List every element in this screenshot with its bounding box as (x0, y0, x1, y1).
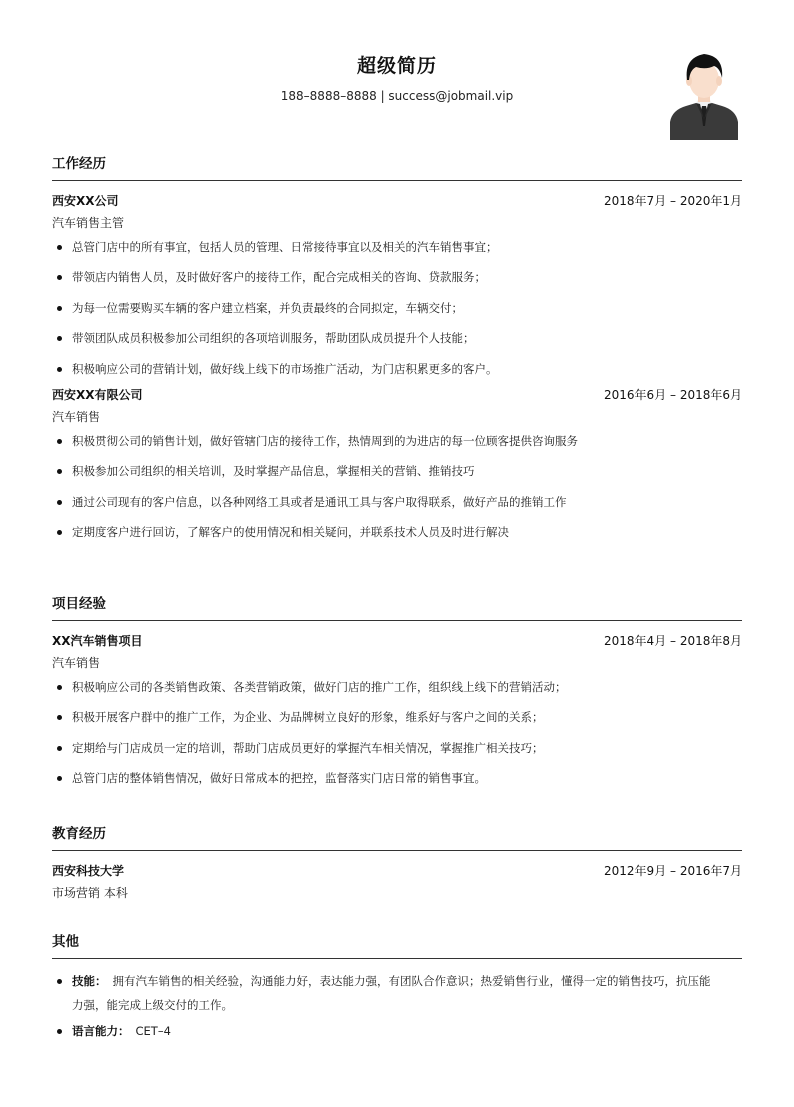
education-entry (52, 861, 742, 905)
list-item: 总管门店中的所有事宜，包括人员的管理、日常接待事宜以及相关的汽车销售事宜； (52, 237, 742, 267)
company-name: 西安XX有限公司 (52, 387, 143, 402)
list-item: 积极贯彻公司的销售计划，做好管辖门店的接待工作，热情周到的为进店的每一位顾客提供咨询服务 (52, 431, 742, 461)
resume-header (52, 0, 742, 150)
skills-text-line1: 拥有汽车销售的相关经验，沟通能力好，表达能力强，有团队合作意识；热爱销售行业，懂得一定的销售技巧，抗压能 (112, 974, 711, 988)
school-name: 西安科技大学 (52, 864, 125, 878)
job-title: 汽车销售主管 (52, 216, 125, 230)
list-item: 积极响应公司的营销计划，做好线上线下的市场推广活动，为门店积累更多的客户。 (52, 359, 742, 389)
list-item: 积极参加公司组织的相关培训，及时掌握产品信息，掌握相关的营销、推销技巧 (52, 461, 742, 491)
section-title-project: 项目经验 (52, 596, 106, 612)
list-item: 总管门店的整体销售情况，做好日常成本的把控，监督落实门店日常的销售事宜。 (52, 768, 742, 798)
date-range: 2018年4月 – 2018年8月 (604, 634, 742, 648)
education-section (52, 824, 742, 907)
section-divider (52, 850, 742, 851)
section-title-education: 教育经历 (52, 826, 106, 842)
date-range: 2016年6月 – 2018年6月 (604, 387, 742, 402)
section-title-other: 其他 (52, 934, 79, 950)
work-entry (52, 191, 742, 389)
avatar (670, 50, 738, 140)
list-item: 带领团队成员积极参加公司组织的各项培训服务，帮助团队成员提升个人技能； (52, 328, 742, 358)
list-item: 定期给与门店成员一定的培训，帮助门店成员更好的掌握汽车相关情况，掌握推广相关技巧； (52, 738, 742, 768)
project-entry (52, 631, 742, 799)
resume-page (52, 0, 742, 1038)
section-title-work: 工作经历 (52, 156, 106, 172)
duty-list (52, 677, 742, 799)
list-item: 通过公司现有的客户信息，以各种网络工具或者是通讯工具与客户取得联系，做好产品的推销工作 (52, 492, 742, 522)
other-section (52, 932, 742, 1051)
list-item: 定期度客户进行回访，了解客户的使用情况和相关疑问，并联系技术人员及时进行解决 (52, 522, 742, 552)
major-degree: 市场营销 本科 (52, 886, 128, 900)
list-item: 积极响应公司的各类销售政策、各类营销政策，做好门店的推广工作，组织线上线下的营销活动； (52, 677, 742, 707)
duty-list (52, 237, 742, 389)
skills-label: 技能： (72, 974, 107, 988)
list-item-language (52, 1021, 742, 1051)
list-item-skills (52, 969, 742, 1021)
list-item: 带领店内销售人员，及时做好客户的接待工作，配合完成相关的咨询、贷款服务； (52, 267, 742, 297)
list-item: 为每一位需要购买车辆的客户建立档案，并负责最终的合同拟定，车辆交付； (52, 298, 742, 328)
section-divider (52, 620, 742, 621)
date-range: 2012年9月 – 2016年7月 (604, 864, 742, 878)
contact-info: 188–8888–8888 | success@jobmail.vip (280, 89, 514, 103)
language-value: CET–4 (135, 1024, 171, 1038)
job-title: 汽车销售 (52, 409, 101, 424)
other-list (52, 969, 742, 1051)
skills-text-line2: 力强，能完成上级交付的工作。 (72, 998, 233, 1012)
language-label: 语言能力： (72, 1024, 130, 1038)
section-divider (52, 180, 742, 181)
date-range: 2018年7月 – 2020年1月 (604, 194, 742, 208)
candidate-name: 超级简历 (356, 55, 437, 77)
work-entry (52, 385, 742, 553)
work-section (52, 154, 742, 553)
duty-list (52, 431, 742, 553)
company-name: 西安XX公司 (52, 194, 119, 208)
project-role: 汽车销售 (52, 656, 101, 670)
section-divider (52, 958, 742, 959)
project-name: XX汽车销售项目 (52, 634, 143, 648)
project-section (52, 594, 742, 799)
list-item: 积极开展客户群中的推广工作，为企业、为品牌树立良好的形象，维系好与客户之间的关系； (52, 707, 742, 737)
